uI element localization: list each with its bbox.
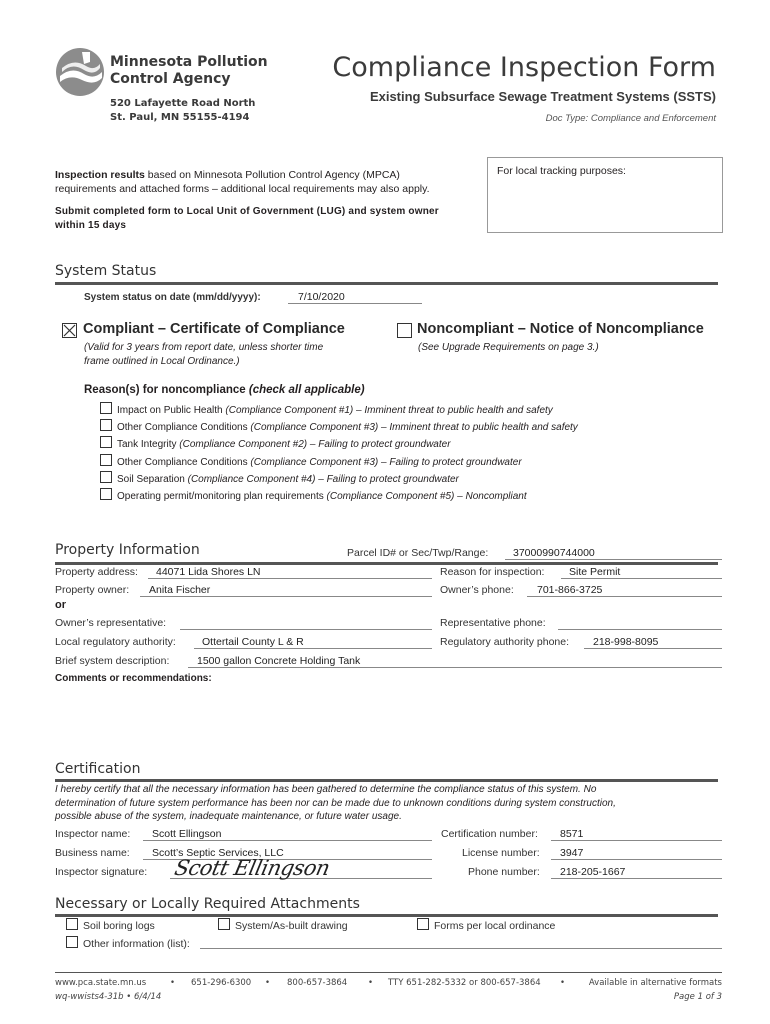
footer-alt-formats: Available in alternative formats — [588, 978, 722, 988]
reason-detail: (Compliance Component #1) – Imminent threat to public health and safety — [225, 405, 553, 416]
attachment-checkbox[interactable] — [417, 918, 429, 930]
attachment-item-drawing[interactable] — [218, 918, 348, 932]
noncompliant-checkbox[interactable] — [397, 323, 412, 338]
cert-text-line3: possible abuse of the system, inadequate maintenance, or future water usage. — [55, 811, 402, 822]
reason-text: Impact on Public Health — [117, 405, 226, 416]
cert-number-line — [551, 840, 722, 841]
agency-name-line1: Minnesota Pollution — [110, 54, 268, 70]
reason-detail: (Compliance Component #5) – Noncompliant — [326, 491, 527, 503]
reason-detail: (Compliance Component #2) – Failing to protect groundwater — [179, 439, 451, 451]
status-date-value[interactable]: 7/10/2020 — [298, 291, 345, 303]
status-date-line — [288, 303, 422, 304]
reason-text: Other Compliance Conditions — [117, 456, 251, 468]
reason-text: Soil Separation — [117, 473, 188, 485]
attachment-label: Other information (list): — [83, 938, 190, 950]
address-line1: 520 Lafayette Road North — [110, 98, 256, 109]
attachment-item-soil[interactable] — [66, 918, 155, 932]
attachment-label: Soil boring logs — [83, 920, 155, 932]
reason-text: Other Compliance Conditions — [117, 422, 251, 434]
agency-address — [110, 97, 255, 125]
attachment-label: Forms per local ordinance — [434, 920, 556, 932]
compliant-note-line2: frame outlined in Local Ordinance.) — [84, 356, 240, 367]
certification-text — [55, 783, 725, 824]
certification-heading: Certification — [55, 761, 141, 777]
reason-item[interactable] — [100, 436, 578, 453]
system-status-heading: System Status — [55, 263, 157, 279]
section-rule — [55, 914, 718, 917]
section-rule — [55, 282, 718, 285]
inspection-results-text — [55, 168, 475, 196]
status-date-label: System status on date (mm/dd/yyyy): — [84, 292, 261, 303]
phone-line — [551, 878, 722, 879]
address-line2: St. Paul, MN 55155-4194 — [110, 112, 250, 123]
authority-phone-label: Regulatory authority phone: — [440, 636, 569, 648]
attachment-checkbox[interactable] — [218, 918, 230, 930]
noncompliant-note: (See Upgrade Requirements on page 3.) — [418, 342, 599, 353]
rep-phone-line[interactable] — [558, 629, 722, 630]
attachment-label: System/As-built drawing — [235, 920, 348, 932]
reasons-heading — [84, 384, 365, 396]
desc-line — [188, 667, 722, 668]
footer-bullet: • — [170, 978, 176, 988]
form-date: 6/4/14 — [133, 992, 162, 1002]
cert-number-value[interactable]: 8571 — [560, 828, 584, 840]
parcel-label: Parcel ID# or Sec/Twp/Range: — [347, 547, 489, 559]
tracking-label: For local tracking purposes: — [497, 165, 626, 177]
owner-phone-label: Owner’s phone: — [440, 584, 514, 596]
rep-line[interactable] — [180, 629, 432, 630]
license-label: License number: — [462, 847, 540, 859]
noncompliant-label: Noncompliant – Notice of Noncompliance — [417, 321, 704, 337]
reason-item[interactable] — [100, 471, 578, 488]
authority-phone-value[interactable]: 218-998-8095 — [593, 636, 659, 648]
reasons-label: Reason(s) for noncompliance — [84, 384, 246, 396]
reason-text: Tank Integrity — [117, 439, 180, 451]
inspection-results-desc2: requirements and attached forms – additional local requirements may also apply. — [55, 183, 430, 195]
checkmark-x-icon — [63, 324, 76, 337]
address-value[interactable]: 44071 Lida Shores LN — [156, 566, 261, 578]
form-subtitle: Existing Subsurface Sewage Treatment Systems (SSTS) — [369, 89, 716, 104]
inspector-line — [143, 840, 432, 841]
reason-checkbox[interactable] — [100, 419, 112, 431]
phone-label: Phone number: — [468, 866, 540, 878]
signature-label: Inspector signature: — [55, 866, 148, 878]
footer-bullet: • — [126, 992, 132, 1002]
desc-value[interactable]: 1500 gallon Concrete Holding Tank — [197, 655, 361, 667]
authority-phone-line — [584, 648, 722, 649]
submit-line2: within 15 days — [55, 220, 127, 231]
attachments-heading: Necessary or Locally Required Attachments — [55, 896, 360, 912]
form-title: Compliance Inspection Form — [332, 52, 716, 83]
authority-value[interactable]: Ottertail County L & R — [202, 636, 304, 648]
business-value[interactable]: Scott’s Septic Services, LLC — [152, 847, 284, 859]
owner-value[interactable]: Anita Fischer — [149, 584, 211, 596]
authority-line — [194, 648, 432, 649]
reason-detail: (Compliance Component #4) – Failing to protect groundwater — [187, 473, 459, 485]
reason-checkbox[interactable] — [100, 436, 112, 448]
license-line — [551, 859, 722, 860]
inspection-results-bold: Inspection results — [55, 169, 145, 181]
inspector-signature[interactable]: Scott Ellingson — [172, 856, 332, 880]
footer-phone1: 651-296-6300 — [191, 978, 252, 988]
agency-name — [110, 54, 268, 88]
compliant-note — [84, 341, 323, 369]
attachment-checkbox[interactable] — [66, 918, 78, 930]
footer-page-number: Page 1 of 3 — [673, 992, 722, 1002]
reason-text: Operating permit/monitoring plan requirements — [117, 491, 327, 503]
agency-name-line2: Control Agency — [110, 71, 231, 87]
form-code: wq-wwists4-31b — [55, 992, 124, 1002]
address-line — [148, 578, 432, 579]
reasons-list — [100, 402, 578, 505]
footer-rule — [55, 972, 722, 973]
inspector-label: Inspector name: — [55, 828, 131, 840]
owner-line — [140, 596, 432, 597]
rep-phone-label: Representative phone: — [440, 617, 546, 629]
tracking-box[interactable] — [487, 157, 723, 233]
footer-website[interactable]: www.pca.state.mn.us — [55, 978, 147, 988]
reason-inspection-line — [561, 578, 722, 579]
reason-checkbox[interactable] — [100, 488, 112, 500]
owner-phone-value[interactable]: 701-866-3725 — [537, 584, 603, 596]
reason-inspection-value[interactable]: Site Permit — [569, 566, 621, 578]
comments-label: Comments or recommendations: — [55, 673, 212, 684]
compliant-label: Compliant – Certificate of Compliance — [83, 321, 345, 337]
attachment-item-forms[interactable] — [417, 918, 555, 932]
reason-checkbox[interactable] — [100, 471, 112, 483]
attachment-item-other[interactable] — [66, 936, 190, 950]
authority-label: Local regulatory authority: — [55, 636, 176, 648]
footer-bullet: • — [560, 978, 566, 988]
rep-label: Owner’s representative: — [55, 617, 167, 629]
doc-type: Doc Type: Compliance and Enforcement — [545, 113, 716, 124]
reason-detail: (Compliance Component #3) – Imminent threat to public health and safety — [250, 422, 578, 434]
business-label: Business name: — [55, 847, 130, 859]
reasons-hint: (check all applicable) — [248, 384, 365, 396]
reason-item[interactable] — [100, 419, 578, 436]
parcel-value[interactable]: 37000990744000 — [513, 547, 595, 559]
footer-bullet: • — [265, 978, 271, 988]
compliant-checkbox[interactable] — [62, 323, 77, 338]
reason-checkbox[interactable] — [100, 402, 112, 414]
reason-item[interactable] — [100, 488, 578, 505]
license-value[interactable]: 3947 — [560, 847, 584, 859]
reason-item[interactable] — [100, 402, 578, 419]
reason-detail: (Compliance Component #3) – Failing to protect groundwater — [250, 456, 522, 468]
submit-instructions — [55, 205, 485, 233]
footer-form-code — [55, 992, 161, 1002]
owner-phone-line — [527, 596, 722, 597]
footer-bullet: • — [368, 978, 374, 988]
inspection-results-desc: based on Minnesota Pollution Control Agency (MPCA) — [144, 169, 400, 181]
reason-checkbox[interactable] — [100, 454, 112, 466]
other-info-line[interactable] — [200, 948, 722, 949]
inspector-value[interactable]: Scott Ellingson — [152, 828, 222, 840]
footer-phone2: 800-657-3864 — [287, 978, 348, 988]
property-heading: Property Information — [55, 542, 200, 558]
footer-tty: TTY 651-282-5332 or 800-657-3864 — [388, 978, 541, 988]
compliant-note-line1: (Valid for 3 years from report date, unless shorter time — [84, 342, 324, 353]
parcel-line — [505, 559, 722, 560]
address-label: Property address: — [55, 566, 138, 578]
or-label: or — [55, 599, 66, 611]
mpca-logo-icon — [54, 46, 106, 98]
cert-text-line1: I hereby certify that all the necessary information has been gathered to determine the compliance status of this system. No — [55, 784, 597, 795]
phone-value[interactable]: 218-205-1667 — [560, 866, 626, 878]
submit-line1: Submit completed form to Local Unit of Government (LUG) and system owner — [55, 206, 439, 217]
section-rule — [55, 562, 718, 565]
cert-number-label: Certification number: — [441, 828, 538, 840]
reason-item[interactable] — [100, 454, 578, 471]
cert-text-line2: determination of future system performance has been nor can be made due to unknown conditions during system construction, — [55, 797, 616, 809]
attachment-checkbox[interactable] — [66, 936, 78, 948]
section-rule — [55, 779, 718, 782]
owner-label: Property owner: — [55, 584, 130, 596]
desc-label: Brief system description: — [55, 655, 170, 667]
reason-inspection-label: Reason for inspection: — [440, 566, 545, 578]
